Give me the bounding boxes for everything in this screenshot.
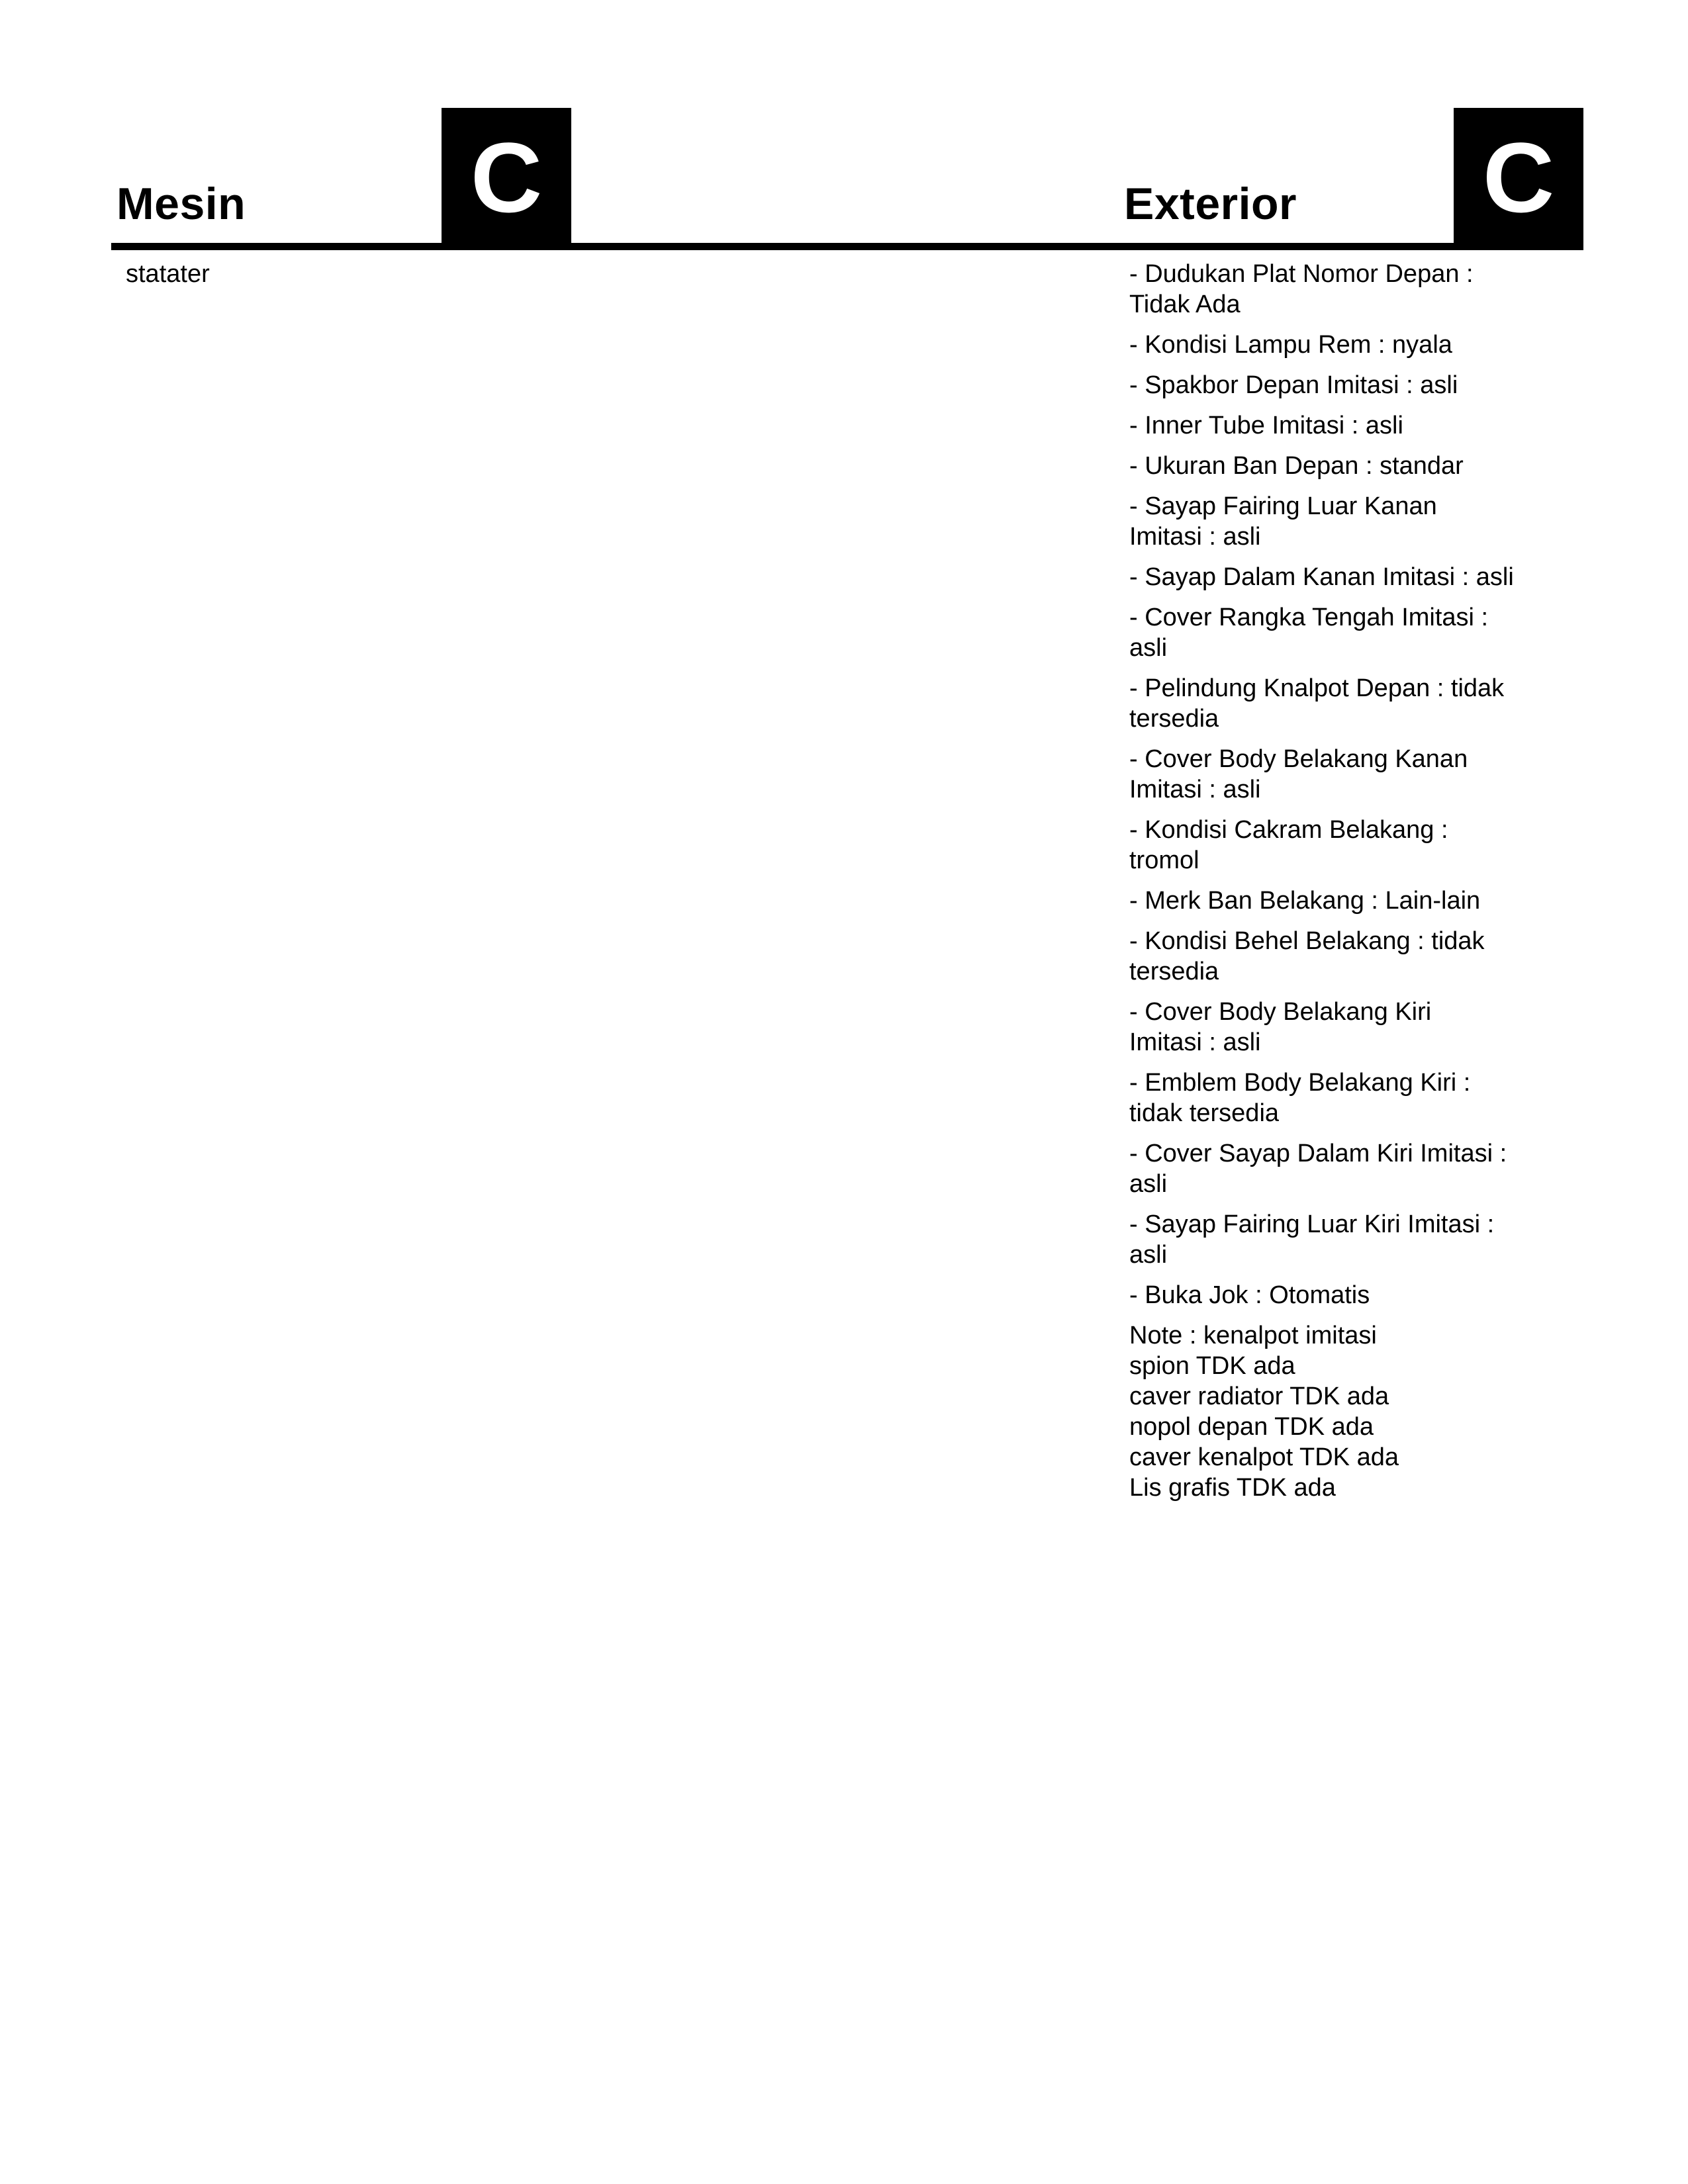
list-item-line: - Sayap Dalam Kanan Imitasi : asli xyxy=(1129,563,1514,591)
list-item-line: tersedia xyxy=(1129,705,1219,733)
list-item xyxy=(1129,1138,1579,1199)
list-item-line: asli xyxy=(1129,1241,1168,1269)
list-item-line: asli xyxy=(1129,634,1168,662)
section-title-mesin: Mesin xyxy=(117,179,246,229)
grade-badge-mesin xyxy=(442,108,571,246)
list-item-line: - Cover Sayap Dalam Kiri Imitasi : xyxy=(1129,1140,1507,1167)
list-item xyxy=(1129,1068,1579,1128)
exterior-item-list xyxy=(1129,259,1579,1503)
mesin-item-list xyxy=(126,259,563,289)
list-item-line: asli xyxy=(1129,1170,1168,1198)
list-item-line: Lis grafis TDK ada xyxy=(1129,1474,1336,1502)
list-item xyxy=(1129,330,1579,360)
list-item-line: - Sayap Fairing Luar Kanan xyxy=(1129,492,1437,520)
list-item-line: Note : kenalpot imitasi xyxy=(1129,1322,1377,1349)
list-item-line: Tidak Ada xyxy=(1129,291,1241,318)
list-item xyxy=(1129,926,1579,987)
list-item-line: tromol xyxy=(1129,846,1199,874)
list-item xyxy=(1129,602,1579,663)
list-item-line: - Inner Tube Imitasi : asli xyxy=(1129,412,1403,439)
list-item xyxy=(1129,451,1579,481)
list-item xyxy=(1129,410,1579,441)
list-item-line: - Kondisi Behel Belakang : tidak xyxy=(1129,927,1485,955)
list-item xyxy=(1129,1209,1579,1270)
list-item xyxy=(1129,744,1579,805)
list-item-line: tersedia xyxy=(1129,958,1219,985)
list-item xyxy=(1129,562,1579,592)
list-item xyxy=(126,259,563,289)
list-item-line: caver kenalpot TDK ada xyxy=(1129,1443,1399,1471)
list-item-line: - Merk Ban Belakang : Lain-lain xyxy=(1129,887,1481,915)
section-mesin xyxy=(111,0,571,2184)
list-item xyxy=(1129,491,1579,552)
section-exterior xyxy=(1119,0,1583,2184)
list-item xyxy=(1129,259,1579,320)
grade-letter-mesin: C xyxy=(470,121,543,233)
list-item-line: - Spakbor Depan Imitasi : asli xyxy=(1129,371,1458,399)
list-item-line: - Cover Body Belakang Kiri xyxy=(1129,998,1432,1026)
list-item-line: - Kondisi Cakram Belakang : xyxy=(1129,816,1448,844)
list-item xyxy=(1129,1320,1579,1503)
list-item-line: Imitasi : asli xyxy=(1129,1028,1261,1056)
list-item-line: statater xyxy=(126,260,210,288)
list-item-line: - Kondisi Lampu Rem : nyala xyxy=(1129,331,1452,359)
list-item-line: - Ukuran Ban Depan : standar xyxy=(1129,452,1464,480)
list-item xyxy=(1129,886,1579,916)
list-item-line: Imitasi : asli xyxy=(1129,776,1261,803)
list-item-line: - Sayap Fairing Luar Kiri Imitasi : xyxy=(1129,1210,1495,1238)
list-item-line: nopol depan TDK ada xyxy=(1129,1413,1374,1441)
list-item-line: - Pelindung Knalpot Depan : tidak xyxy=(1129,674,1505,702)
list-item xyxy=(1129,1280,1579,1310)
list-item-line: - Emblem Body Belakang Kiri : xyxy=(1129,1069,1471,1097)
list-item-line: - Buka Jok : Otomatis xyxy=(1129,1281,1370,1309)
list-item-line: - Dudukan Plat Nomor Depan : xyxy=(1129,260,1474,288)
list-item-line: caver radiator TDK ada xyxy=(1129,1383,1389,1410)
grade-letter-exterior: C xyxy=(1482,121,1555,233)
list-item xyxy=(1129,370,1579,400)
list-item xyxy=(1129,673,1579,734)
grade-badge-exterior xyxy=(1454,108,1583,246)
section-title-exterior: Exterior xyxy=(1124,179,1297,229)
list-item-line: Imitasi : asli xyxy=(1129,523,1261,551)
list-item xyxy=(1129,997,1579,1058)
list-item-line: tidak tersedia xyxy=(1129,1099,1280,1127)
list-item-line: spion TDK ada xyxy=(1129,1352,1295,1380)
list-item xyxy=(1129,815,1579,876)
list-item-line: - Cover Rangka Tengah Imitasi : xyxy=(1129,604,1489,631)
list-item-line: - Cover Body Belakang Kanan xyxy=(1129,745,1468,773)
